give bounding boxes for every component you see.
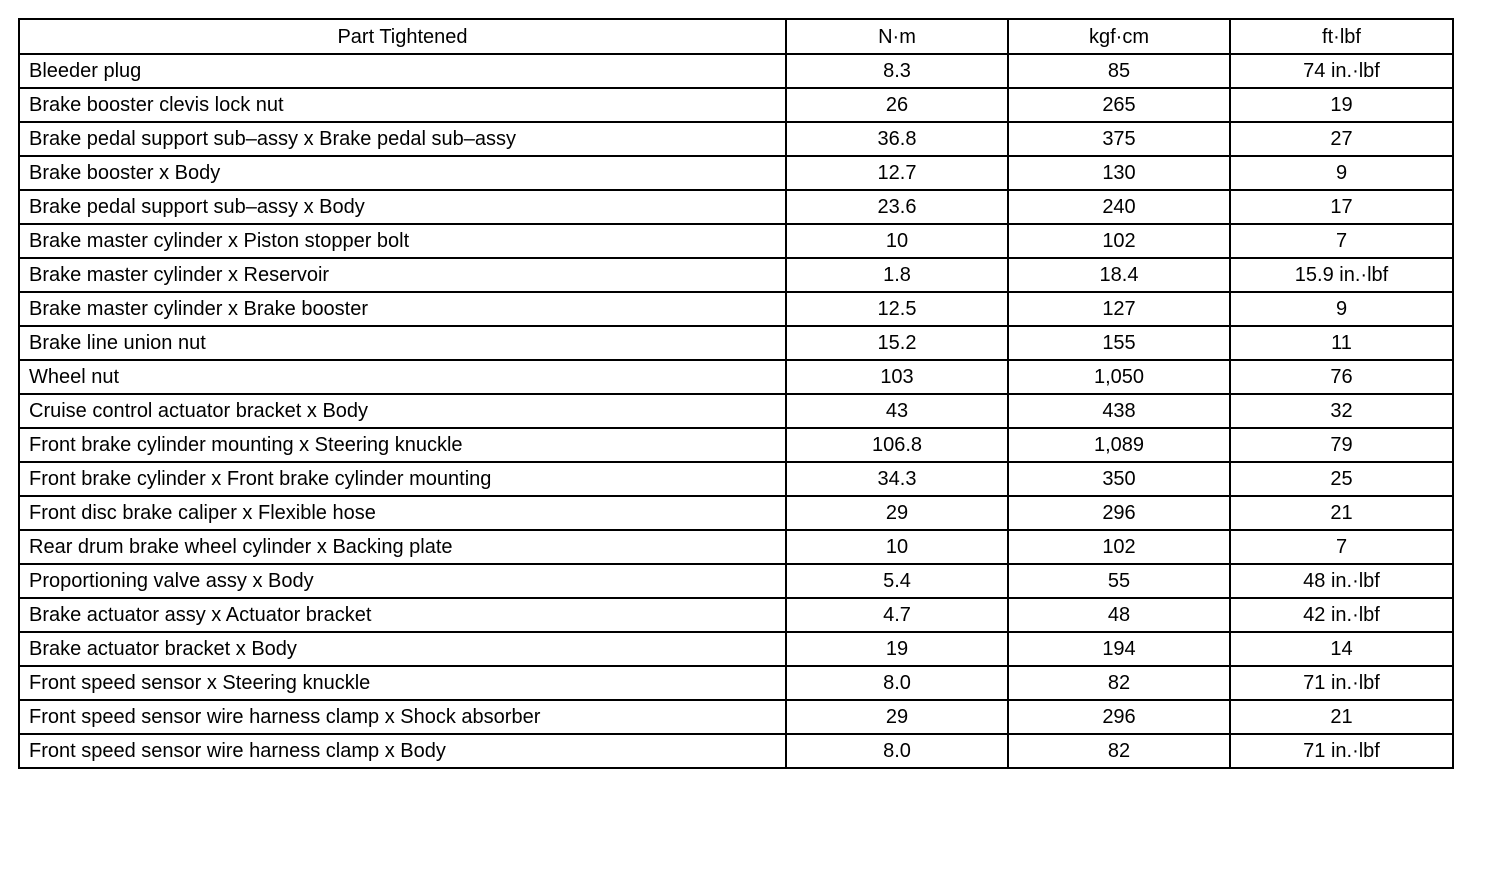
cell-ftlbf: 79: [1230, 428, 1453, 462]
table-row: [19, 190, 1453, 224]
cell-part: Bleeder plug: [19, 54, 786, 88]
cell-ftlbf: 14: [1230, 632, 1453, 666]
cell-ftlbf: 48 in.·lbf: [1230, 564, 1453, 598]
cell-ftlbf: 74 in.·lbf: [1230, 54, 1453, 88]
cell-ftlbf: 9: [1230, 156, 1453, 190]
header-kgfcm: kgf·cm: [1008, 19, 1230, 54]
table-row: [19, 598, 1453, 632]
cell-kgfcm: 438: [1008, 394, 1230, 428]
cell-part: Rear drum brake wheel cylinder x Backing plate: [19, 530, 786, 564]
cell-nm: 29: [786, 700, 1008, 734]
header-nm: N·m: [786, 19, 1008, 54]
cell-nm: 43: [786, 394, 1008, 428]
torque-spec-table: [18, 18, 1454, 769]
table-row: [19, 394, 1453, 428]
cell-nm: 12.5: [786, 292, 1008, 326]
table-row: [19, 326, 1453, 360]
table-row: [19, 360, 1453, 394]
table-row: [19, 292, 1453, 326]
cell-ftlbf: 76: [1230, 360, 1453, 394]
cell-kgfcm: 82: [1008, 734, 1230, 768]
cell-kgfcm: 102: [1008, 530, 1230, 564]
cell-kgfcm: 1,089: [1008, 428, 1230, 462]
cell-part: Wheel nut: [19, 360, 786, 394]
cell-part: Brake line union nut: [19, 326, 786, 360]
table-row: [19, 530, 1453, 564]
table-row: [19, 88, 1453, 122]
table-row: [19, 496, 1453, 530]
cell-nm: 8.0: [786, 666, 1008, 700]
table-header: [19, 19, 1453, 54]
cell-kgfcm: 18.4: [1008, 258, 1230, 292]
header-ftlbf: ft·lbf: [1230, 19, 1453, 54]
cell-part: Brake pedal support sub–assy x Body: [19, 190, 786, 224]
cell-nm: 8.0: [786, 734, 1008, 768]
cell-part: Brake master cylinder x Piston stopper bolt: [19, 224, 786, 258]
cell-ftlbf: 27: [1230, 122, 1453, 156]
table-row: [19, 258, 1453, 292]
cell-part: Cruise control actuator bracket x Body: [19, 394, 786, 428]
cell-part: Proportioning valve assy x Body: [19, 564, 786, 598]
cell-nm: 5.4: [786, 564, 1008, 598]
cell-kgfcm: 194: [1008, 632, 1230, 666]
cell-ftlbf: 11: [1230, 326, 1453, 360]
cell-part: Front speed sensor x Steering knuckle: [19, 666, 786, 700]
cell-ftlbf: 7: [1230, 530, 1453, 564]
cell-ftlbf: 42 in.·lbf: [1230, 598, 1453, 632]
cell-ftlbf: 21: [1230, 496, 1453, 530]
cell-part: Brake booster clevis lock nut: [19, 88, 786, 122]
table-row: [19, 666, 1453, 700]
cell-nm: 15.2: [786, 326, 1008, 360]
cell-nm: 34.3: [786, 462, 1008, 496]
table-row: [19, 54, 1453, 88]
cell-nm: 10: [786, 530, 1008, 564]
cell-kgfcm: 296: [1008, 700, 1230, 734]
cell-ftlbf: 19: [1230, 88, 1453, 122]
cell-part: Front speed sensor wire harness clamp x Shock absorber: [19, 700, 786, 734]
cell-ftlbf: 21: [1230, 700, 1453, 734]
table-row: [19, 734, 1453, 768]
cell-kgfcm: 127: [1008, 292, 1230, 326]
table-row: [19, 700, 1453, 734]
cell-kgfcm: 130: [1008, 156, 1230, 190]
table-row: [19, 632, 1453, 666]
cell-kgfcm: 102: [1008, 224, 1230, 258]
cell-nm: 23.6: [786, 190, 1008, 224]
cell-nm: 1.8: [786, 258, 1008, 292]
cell-nm: 103: [786, 360, 1008, 394]
table-row: [19, 564, 1453, 598]
cell-kgfcm: 85: [1008, 54, 1230, 88]
cell-nm: 26: [786, 88, 1008, 122]
cell-ftlbf: 25: [1230, 462, 1453, 496]
cell-ftlbf: 71 in.·lbf: [1230, 734, 1453, 768]
cell-kgfcm: 155: [1008, 326, 1230, 360]
cell-ftlbf: 7: [1230, 224, 1453, 258]
cell-part: Brake actuator assy x Actuator bracket: [19, 598, 786, 632]
cell-nm: 29: [786, 496, 1008, 530]
cell-nm: 4.7: [786, 598, 1008, 632]
cell-part: Front speed sensor wire harness clamp x Body: [19, 734, 786, 768]
cell-ftlbf: 9: [1230, 292, 1453, 326]
table-row: [19, 428, 1453, 462]
cell-kgfcm: 240: [1008, 190, 1230, 224]
cell-nm: 19: [786, 632, 1008, 666]
cell-kgfcm: 296: [1008, 496, 1230, 530]
cell-kgfcm: 55: [1008, 564, 1230, 598]
cell-part: Brake actuator bracket x Body: [19, 632, 786, 666]
table-row: [19, 224, 1453, 258]
cell-nm: 106.8: [786, 428, 1008, 462]
cell-nm: 12.7: [786, 156, 1008, 190]
cell-ftlbf: 15.9 in.·lbf: [1230, 258, 1453, 292]
cell-part: Front brake cylinder mounting x Steering knuckle: [19, 428, 786, 462]
cell-kgfcm: 82: [1008, 666, 1230, 700]
cell-part: Front disc brake caliper x Flexible hose: [19, 496, 786, 530]
table-row: [19, 462, 1453, 496]
cell-kgfcm: 1,050: [1008, 360, 1230, 394]
header-row: [19, 19, 1453, 54]
cell-kgfcm: 350: [1008, 462, 1230, 496]
cell-part: Front brake cylinder x Front brake cylinder mounting: [19, 462, 786, 496]
cell-part: Brake booster x Body: [19, 156, 786, 190]
cell-kgfcm: 375: [1008, 122, 1230, 156]
cell-ftlbf: 71 in.·lbf: [1230, 666, 1453, 700]
cell-ftlbf: 17: [1230, 190, 1453, 224]
cell-nm: 8.3: [786, 54, 1008, 88]
cell-kgfcm: 48: [1008, 598, 1230, 632]
table-row: [19, 156, 1453, 190]
cell-nm: 36.8: [786, 122, 1008, 156]
cell-part: Brake master cylinder x Reservoir: [19, 258, 786, 292]
table-row: [19, 122, 1453, 156]
table-body: [19, 54, 1453, 768]
cell-part: Brake master cylinder x Brake booster: [19, 292, 786, 326]
cell-part: Brake pedal support sub–assy x Brake pedal sub–assy: [19, 122, 786, 156]
cell-kgfcm: 265: [1008, 88, 1230, 122]
header-part-tightened: Part Tightened: [19, 19, 786, 54]
cell-ftlbf: 32: [1230, 394, 1453, 428]
cell-nm: 10: [786, 224, 1008, 258]
